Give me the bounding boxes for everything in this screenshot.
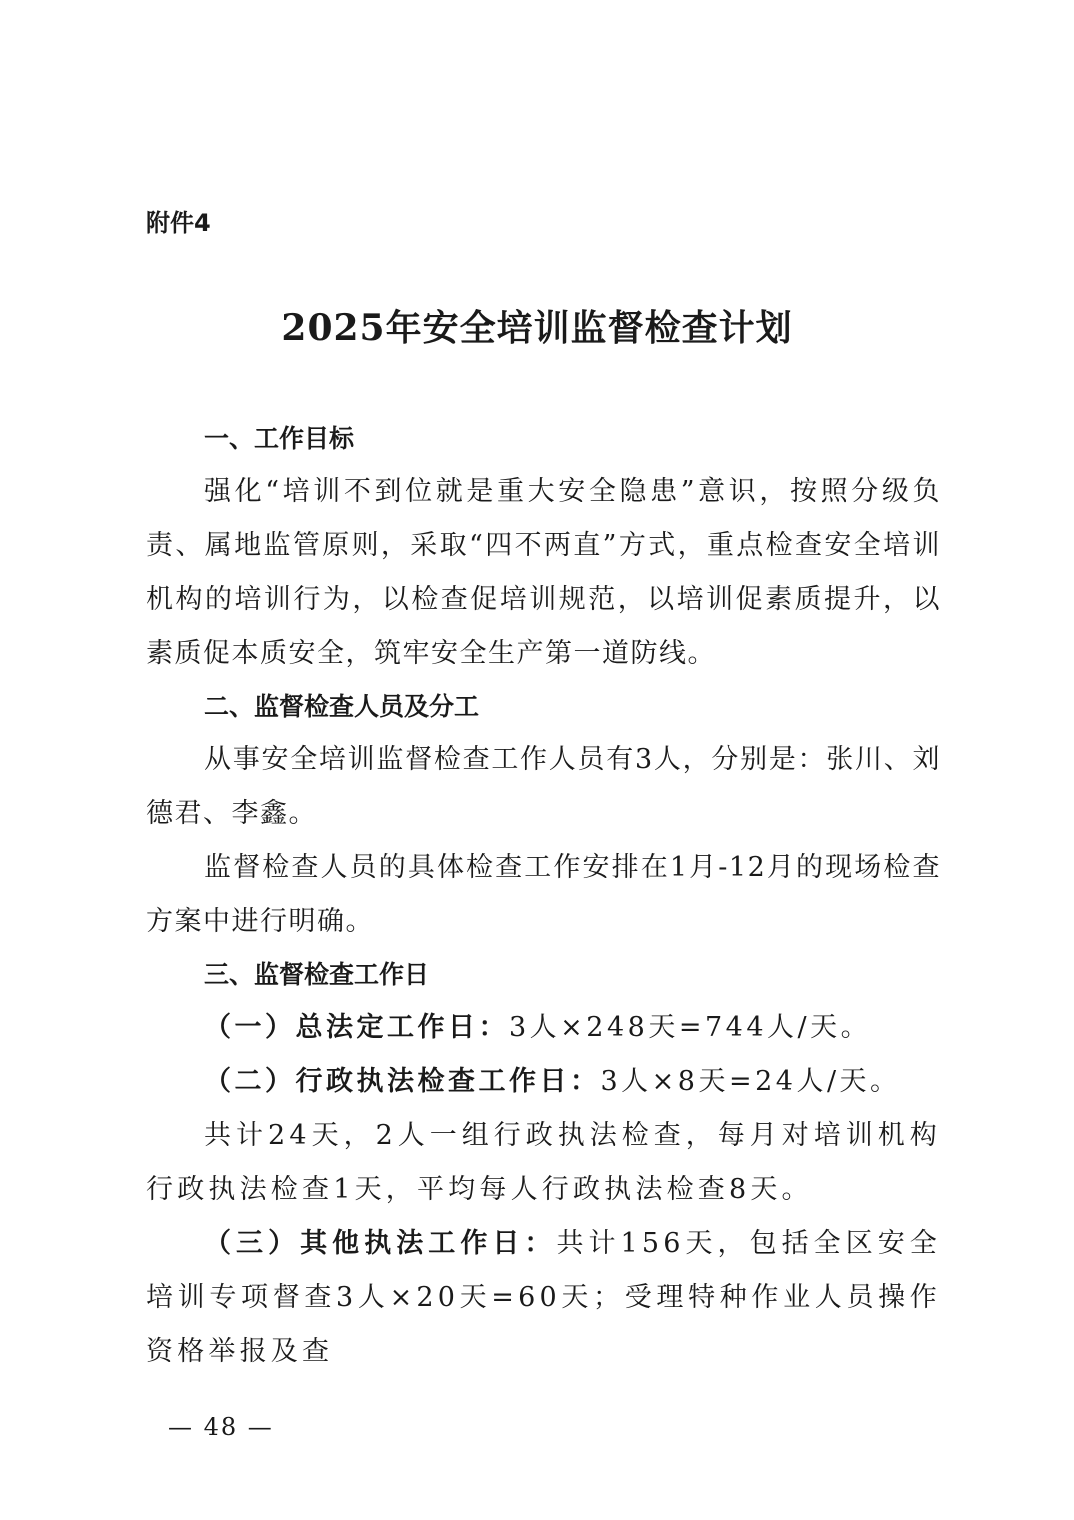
list-item-enforcement-days xyxy=(146,1055,941,1109)
item-text-statutory: 3人×248天=744人/天。 xyxy=(509,1012,872,1043)
list-item-statutory-days xyxy=(146,1001,941,1055)
document-body xyxy=(146,413,941,1379)
list-item-other-days xyxy=(146,1217,941,1379)
paragraph-goals: 强化“培训不到位就是重大安全隐患”意识，按照分级负责、属地监管原则，采取“四不两直”方式，重点检查安全培训机构的培训行为，以检查促培训规范，以培训促素质提升，以素质促本质安全，筑牢安全生产第一道防线。 xyxy=(146,476,941,669)
item-lead-enforcement: （二）行政执法检查工作日： xyxy=(204,1066,601,1097)
paragraph-enforcement-note: 共计24天，2人一组行政执法检查，每月对培训机构行政执法检查1天，平均每人行政执法检查8天。 xyxy=(146,1120,941,1205)
item-lead-other: （三）其他执法工作日： xyxy=(204,1228,557,1259)
attachment-label: 附件4 xyxy=(146,209,211,237)
section-heading-workdays: 三、监督检查工作日 xyxy=(204,960,430,989)
page-number: — 48 — xyxy=(168,1413,274,1441)
item-text-enforcement: 3人×8天=24人/天。 xyxy=(600,1066,901,1097)
item-text-other: 共计156天，包括全区安全培训专项督查3人×20天=60天；受理特种作业人员操作资格举报及查 xyxy=(146,1228,941,1367)
paragraph-staff: 从事安全培训监督检查工作人员有3人，分别是：张川、刘德君、李鑫。 xyxy=(146,744,941,829)
section-heading-goals: 一、工作目标 xyxy=(204,424,355,453)
item-lead-statutory: （一）总法定工作日： xyxy=(204,1012,509,1043)
paragraph-schedule: 监督检查人员的具体检查工作安排在1月-12月的现场检查方案中进行明确。 xyxy=(146,852,941,937)
document-title: 2025年安全培训监督检查计划 xyxy=(281,307,793,349)
section-heading-staff: 二、监督检查人员及分工 xyxy=(204,692,480,721)
